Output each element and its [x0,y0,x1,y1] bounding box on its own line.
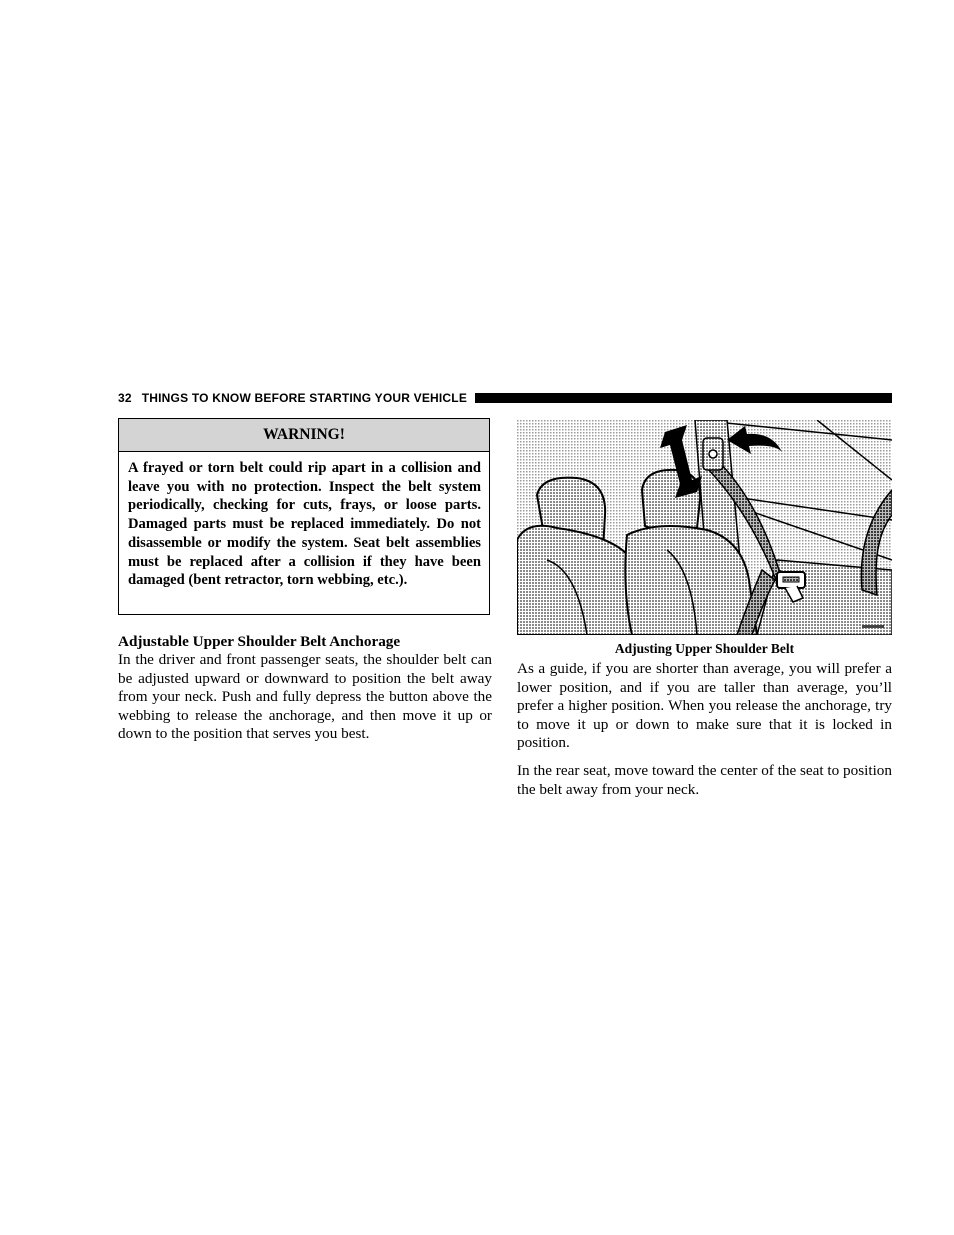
seat-belt-illustration [517,420,892,635]
warning-box [118,418,490,615]
left-column [118,632,492,744]
page-header [118,389,892,407]
header-rule [475,393,892,403]
anchorage-bolt [709,450,717,458]
right-paragraph-1: As a guide, if you are shorter than average, you will prefer a lower position, and if you are taller than average, you’ll prefer a higher position. When you release the anchorage, try to move it up or down to make sure that it is locked in position. [517,660,892,752]
figure-code-mark [862,625,884,628]
warning-body: A frayed or torn belt could rip apart in a collision and leave you with no protection. Inspect the belt system periodically, checking for cuts, frays, or loose parts. Damaged parts must be replaced immediately. Do not disassemble or modify the system. Seat belt assemblies must be replaced after a collision if they have been damaged (bent retractor, torn webbing, etc.). [128,460,481,589]
warning-title: WARNING! [119,419,489,452]
buckle-slot [783,577,799,582]
right-column [517,660,892,808]
section-heading: Adjustable Upper Shoulder Belt Anchorage [118,633,401,650]
right-paragraph-2: In the rear seat, move toward the center of the seat to position the belt away from your neck. [517,761,892,798]
section-title: THINGS TO KNOW BEFORE STARTING YOUR VEHICLE [141,391,468,405]
left-paragraph: In the driver and front passenger seats, the shoulder belt can be adjusted upward or downward to position the belt away from your neck. Push and fully depress the button above the webbing to release the anchorage, and then move it up or down to the position that serves you best. [118,651,492,743]
header-text [118,391,467,405]
page-number: 32 [118,391,132,405]
illustration-svg [517,420,892,635]
figure-caption: Adjusting Upper Shoulder Belt [614,641,795,656]
